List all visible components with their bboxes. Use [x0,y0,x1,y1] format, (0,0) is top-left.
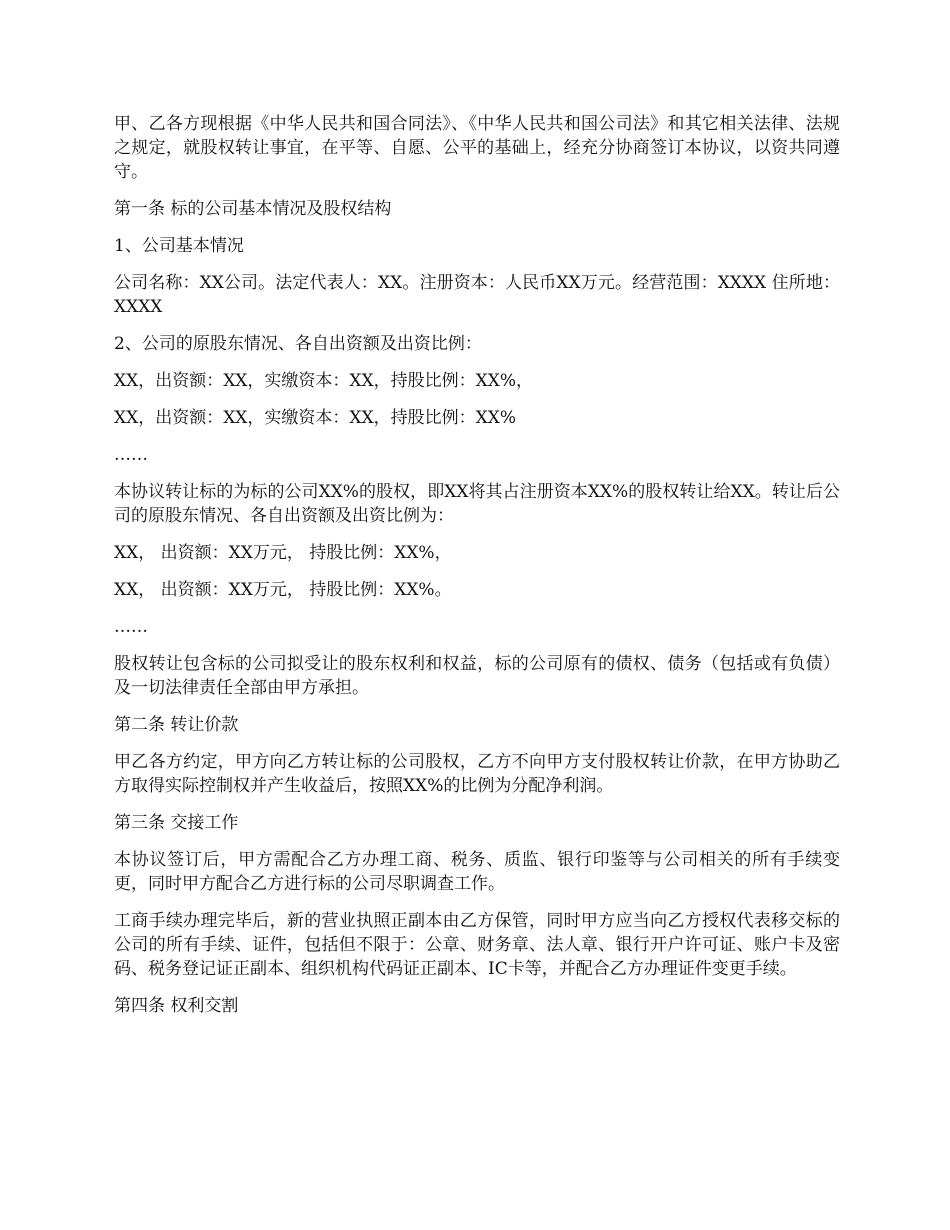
preamble-paragraph: 甲、乙各方现根据《中华人民共和国合同法》、《中华人民共和国公司法》和其它相关法律、法规之规定，就股权转让事宜，在平等、自愿、公平的基础上，经充分协商签订本协议，以资共同遵守。 [114,114,840,182]
ellipsis-2: …… [114,617,148,637]
article-3-heading: 第三条 交接工作 [114,813,239,833]
document-body [114,112,840,1031]
price-paragraph: 甲乙各方约定，甲方向乙方转让标的公司股权，乙方不向甲方支付股权转让价款，在甲方协助乙方取得实际控制权并产生收益后，按照XX%的比例为分配净利润。 [114,752,840,796]
company-info-paragraph: 公司名称：XX公司。法定代表人：XX。注册资本：人民币XX万元。经营范围：XXXX 住所地：XXXX [114,273,840,317]
article-4-heading: 第四条 权利交割 [114,996,239,1016]
ellipsis-1: …… [114,445,148,465]
section-1-heading: 1、公司基本情况 [114,236,244,256]
rights-liabilities-paragraph: 股权转让包含标的公司拟受让的股东权利和权益，标的公司原有的债权、债务（包括或有负债）及一切法律责任全部由甲方承担。 [114,654,840,698]
new-shareholder-2: XX， 出资额：XX万元， 持股比例：XX%。 [114,580,452,600]
section-2-heading: 2、公司的原股东情况、各自出资额及出资比例： [114,334,482,354]
transfer-paragraph: 本协议转让标的为标的公司XX%的股权，即XX将其占注册资本XX%的股权转让给XX。转让后公司的原股东情况、各自出资额及出资比例为： [114,482,840,526]
handover-paragraph-1: 本协议签订后，甲方需配合乙方办理工商、税务、质监、银行印鉴等与公司相关的所有手续变更，同时甲方配合乙方进行标的公司尽职调查工作。 [114,850,840,894]
article-1-heading: 第一条 标的公司基本情况及股权结构 [114,199,392,219]
handover-paragraph-2: 工商手续办理完毕后，新的营业执照正副本由乙方保管，同时甲方应当向乙方授权代表移交标的公司的所有手续、证件，包括但不限于：公章、财务章、法人章、银行开户许可证、账户卡及密码、税务登记证正副本、组织机构代码证正副本、IC卡等，并配合乙方办理证件变更手续。 [114,911,840,979]
original-shareholder-1: XX，出资额：XX，实缴资本：XX，持股比例：XX%， [114,371,533,391]
new-shareholder-1: XX， 出资额：XX万元， 持股比例：XX%， [114,543,452,563]
original-shareholder-2: XX，出资额：XX，实缴资本：XX，持股比例：XX% [114,408,516,428]
article-2-heading: 第二条 转让价款 [114,715,239,735]
